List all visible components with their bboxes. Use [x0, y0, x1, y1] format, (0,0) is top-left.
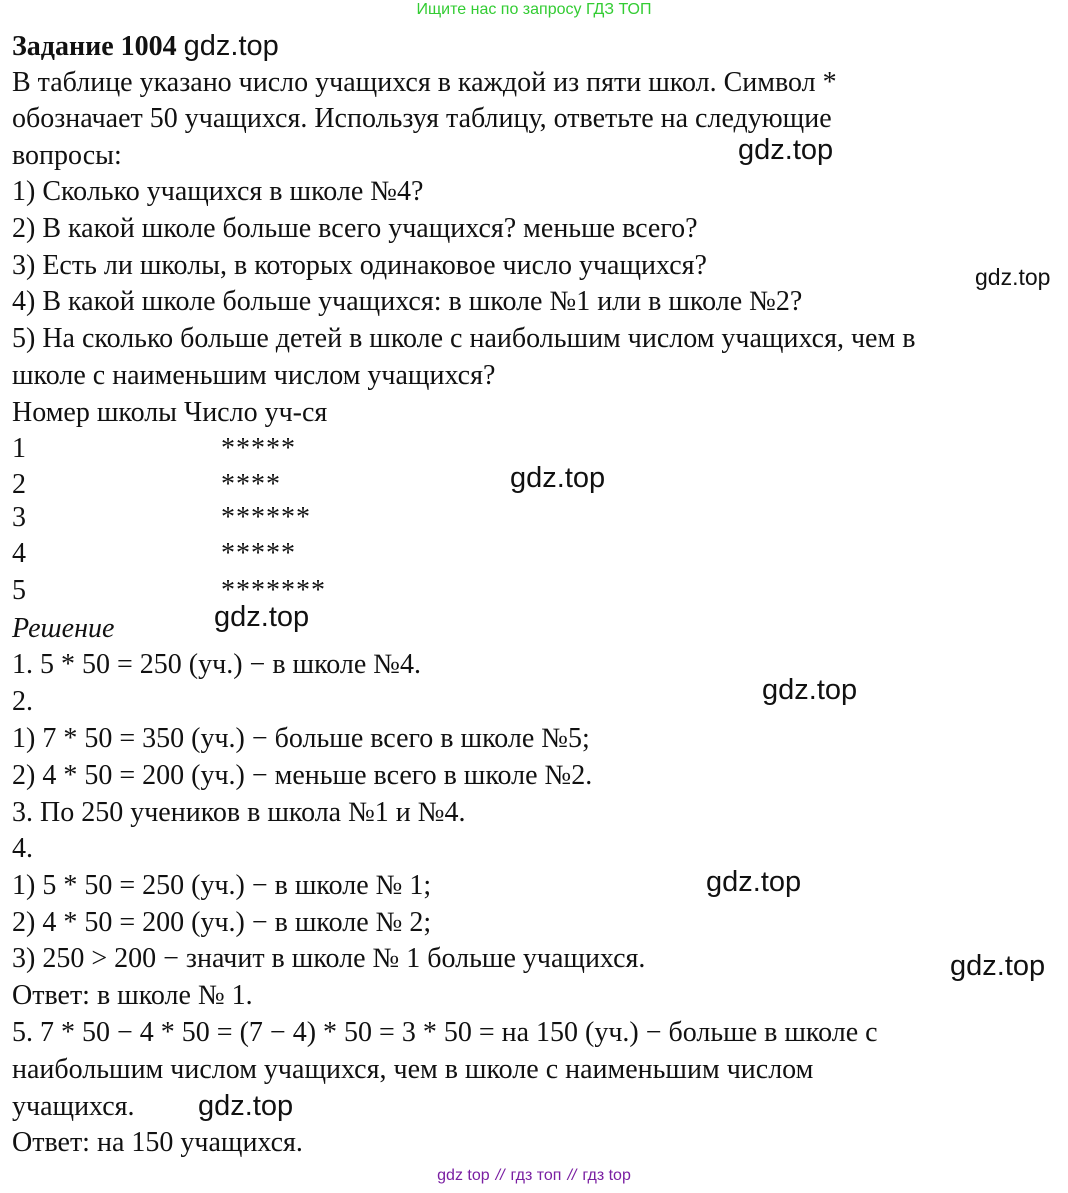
watermark: gdz.top: [214, 601, 310, 633]
footer-separator: //: [495, 1167, 505, 1184]
watermark: gdz.top: [198, 1090, 294, 1122]
solution-line: 3. По 250 учеников в школа №1 и №4.: [12, 797, 466, 828]
solution-line: 2.: [12, 686, 33, 717]
solution-line: 1. 5 * 50 = 250 (уч.) − в школе №4.: [12, 649, 422, 680]
watermark: gdz.top: [510, 462, 606, 494]
title-watermark: gdz.top: [183, 30, 279, 62]
solution-line: 2) 4 * 50 = 200 (уч.) − меньше всего в школе №2.: [12, 760, 593, 791]
footer-link-gdz-top-mixed[interactable]: гдз top: [582, 1167, 631, 1184]
statement-line-1: В таблице указано число учащихся в каждой из пяти школ. Символ *: [12, 67, 837, 98]
watermark: gdz.top: [706, 866, 802, 898]
footer-link-gdz-top[interactable]: gdz top: [437, 1167, 490, 1184]
school-number: 5: [12, 575, 26, 606]
footer-separator: //: [567, 1167, 577, 1184]
task-title: Задание 1004: [12, 31, 177, 62]
solution-heading: [12, 612, 114, 646]
table-header: Номер школы Число уч-ся: [12, 397, 328, 428]
watermark: gdz.top: [975, 264, 1051, 290]
question-3: 3) Есть ли школы, в которых одинаковое число учащихся?: [12, 250, 707, 281]
question-5-line-2: школе с наименьшим числом учащихся?: [12, 360, 496, 391]
school-number: 3: [12, 502, 26, 533]
watermark: gdz.top: [950, 950, 1046, 982]
school-stars: ****: [221, 469, 281, 500]
school-stars: *******: [221, 575, 326, 606]
solution-line: 5. 7 * 50 − 4 * 50 = (7 − 4) * 50 = 3 * 50 = на 150 (уч.) − больше в школе с: [12, 1017, 878, 1048]
solution-line: 1) 5 * 50 = 250 (уч.) − в школе № 1;: [12, 870, 432, 901]
solution-line: наибольшим числом учащихся, чем в школе с наименьшим числом: [12, 1054, 814, 1085]
solution-line: 1) 7 * 50 = 350 (уч.) − больше всего в школе №5;: [12, 723, 590, 754]
school-stars: ******: [221, 502, 311, 533]
solution-answer: Ответ: на 150 учащихся.: [12, 1127, 303, 1158]
question-4: 4) В какой школе больше учащихся: в школе №1 или в школе №2?: [12, 286, 803, 317]
question-1: 1) Сколько учащихся в школе №4?: [12, 176, 424, 207]
solution-heading-text: Решение: [12, 613, 115, 644]
school-stars: *****: [221, 433, 296, 464]
watermark: gdz.top: [762, 674, 858, 706]
solution-answer: Ответ: в школе № 1.: [12, 980, 253, 1011]
school-number: 4: [12, 538, 26, 569]
top-search-link[interactable]: Ищите нас по запросу ГДЗ ТОП: [416, 1, 652, 18]
solution-line: учащихся.: [12, 1091, 135, 1122]
question-5-line-1: 5) На сколько больше детей в школе с наибольшим числом учащихся, чем в: [12, 323, 916, 354]
statement-line-2: обозначает 50 учащихся. Используя таблицу, ответьте на следующие: [12, 103, 832, 134]
school-number: 1: [12, 433, 26, 464]
question-2: 2) В какой школе больше всего учащихся? меньше всего?: [12, 213, 698, 244]
solution-line: 2) 4 * 50 = 200 (уч.) − в школе № 2;: [12, 907, 432, 938]
school-number: 2: [12, 469, 26, 500]
footer-link-gdz-top-ru[interactable]: гдз топ: [510, 1167, 562, 1184]
watermark: gdz.top: [738, 134, 834, 166]
footer-links: [0, 1167, 1068, 1185]
statement-line-3: вопросы:: [12, 140, 122, 171]
solution-line: 4.: [12, 833, 33, 864]
solution-line: 3) 250 > 200 − значит в школе № 1 больше учащихся.: [12, 943, 646, 974]
task-title-block: [12, 29, 279, 64]
school-stars: *****: [221, 538, 296, 569]
